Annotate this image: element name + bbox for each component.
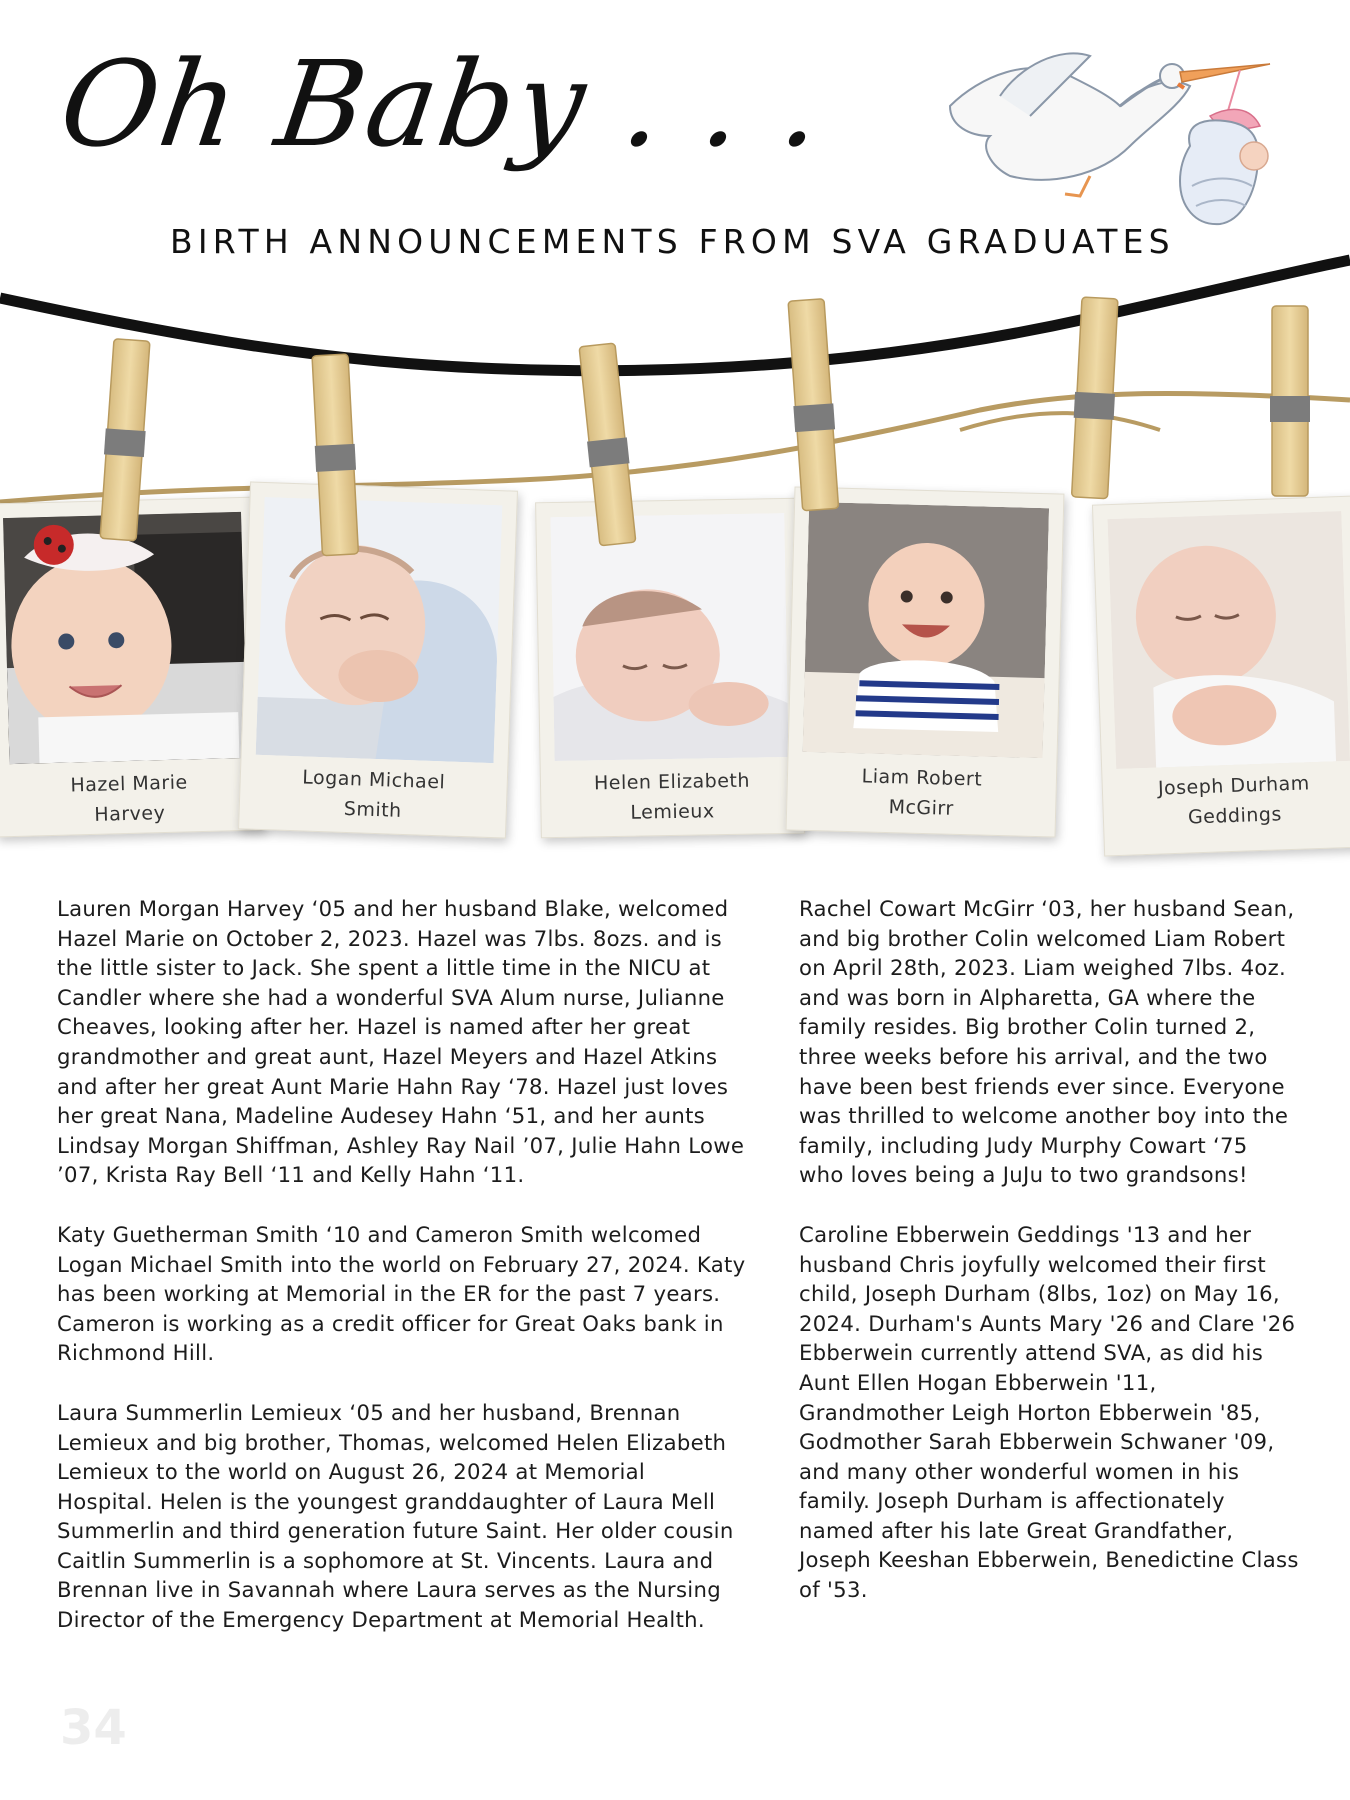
- announcement-lemieux: Laura Summerlin Lemieux ‘05 and her husband, Brennan Lemieux and big brother, Thomas, welcomed Helen Elizabeth Lemieux to the world on August 26, 2024 at Memorial Hospital. Helen is the youngest granddaughter of Laura Mell Summerlin and third generation future Saint. Her older cousin Caitlin Summerlin is a sophomore at St. Vincents. Laura and Brennan live in Savannah where Laura serves as the Nursing Director of the Emergency Department at Memorial Health.: [57, 1399, 734, 1633]
- clothesline: [0, 240, 1350, 540]
- polaroid-helen: [535, 498, 805, 839]
- polaroid-liam: [786, 487, 1065, 838]
- caption-logan-first: Logan Michael: [302, 766, 446, 794]
- photo-logan: [256, 497, 503, 763]
- announcement-harvey: Lauren Morgan Harvey ‘05 and her husband Blake, welcomed Hazel Marie on October 2, 2023. Hazel was 7lbs. 8ozs. and is the little sister to Jack. She spent a little time in the NICU at Candler where she had a wonderful SVA Alum nurse, Julianne Cheaves, looking after her. Hazel is named after her great grandmother and great aunt, Hazel Meyers and Hazel Atkins and after her great Aunt Marie Hahn Ray ‘78. Hazel just loves her great Nana, Madeline Audesey Hahn ‘51, and her aunts Lindsay Morgan Shiffman, Ashley Ray Nail ’07, Julie Hahn Lowe ’07, Krista Ray Bell ‘11 and Kelly Hahn ‘11.: [57, 896, 745, 1188]
- polaroid-hazel: [0, 497, 264, 838]
- polaroid-logan: [238, 481, 518, 838]
- photo-hazel: [3, 512, 247, 764]
- script-title: Oh Baby . . .: [52, 35, 833, 173]
- caption-joseph-last: Geddings: [1187, 803, 1283, 829]
- announcements-right-column: [799, 894, 1299, 1635]
- caption-joseph-first: Joseph Durham: [1157, 772, 1311, 800]
- announcement-geddings: Caroline Ebberwein Geddings '13 and her husband Chris joyfully welcomed their first child, Joseph Durham (8lbs, 1oz) on May 16, 2024. Durham's Aunts Mary '26 and Clare '26 Ebberwein currently attend SVA, as did his Aunt Ellen Hogan Ebberwein '11, Grandmother Leigh Horton Ebberwein '85, Godmother Sarah Ebberwein Schwaner '09, and many other wonderful women in his family. Joseph Durham is affectionately named after his late Great Grandfather, Joseph Keeshan Ebberwein, Benedictine Class of '53.: [799, 1221, 1299, 1603]
- page-number: 34: [60, 1700, 127, 1756]
- caption-helen-first: Helen Elizabeth: [593, 769, 751, 795]
- caption-liam-first: Liam Robert: [861, 765, 983, 791]
- caption-hazel-last: Harvey: [94, 802, 166, 826]
- page-subtitle: BIRTH ANNOUNCEMENTS FROM SVA GRADUATES: [170, 222, 1175, 261]
- polaroid-joseph: [1092, 496, 1350, 857]
- caption-liam-last: McGirr: [888, 796, 955, 820]
- photo-liam: [803, 502, 1049, 758]
- caption-hazel-first: Hazel Marie: [70, 771, 188, 797]
- caption-logan-last: Smith: [343, 797, 403, 822]
- photo-joseph: [1107, 511, 1350, 769]
- photo-helen: [550, 513, 788, 761]
- announcement-smith: Katy Guetherman Smith ‘10 and Cameron Smith welcomed Logan Michael Smith into the world on February 27, 2024. Katy has been working at Memorial in the ER for the past 7 years. Cameron is working as a credit officer for Great Oaks bank in Richmond Hill.: [57, 1221, 746, 1366]
- caption-helen-last: Lemieux: [630, 800, 715, 824]
- announcements-left-column: [57, 894, 747, 1665]
- announcement-mcgirr: Rachel Cowart McGirr ‘03, her husband Sean, and big brother Colin welcomed Liam Robert on April 28th, 2023. Liam weighed 7lbs. 4oz. and was born in Alpharetta, GA where the family resides. Big brother Colin turned 2, three weeks before his arrival, and the two have been best friends ever since. Everyone was thrilled to welcome another boy into the family, including Judy Murphy Cowart ‘75 who loves being a JuJu to two grandsons!: [799, 896, 1295, 1188]
